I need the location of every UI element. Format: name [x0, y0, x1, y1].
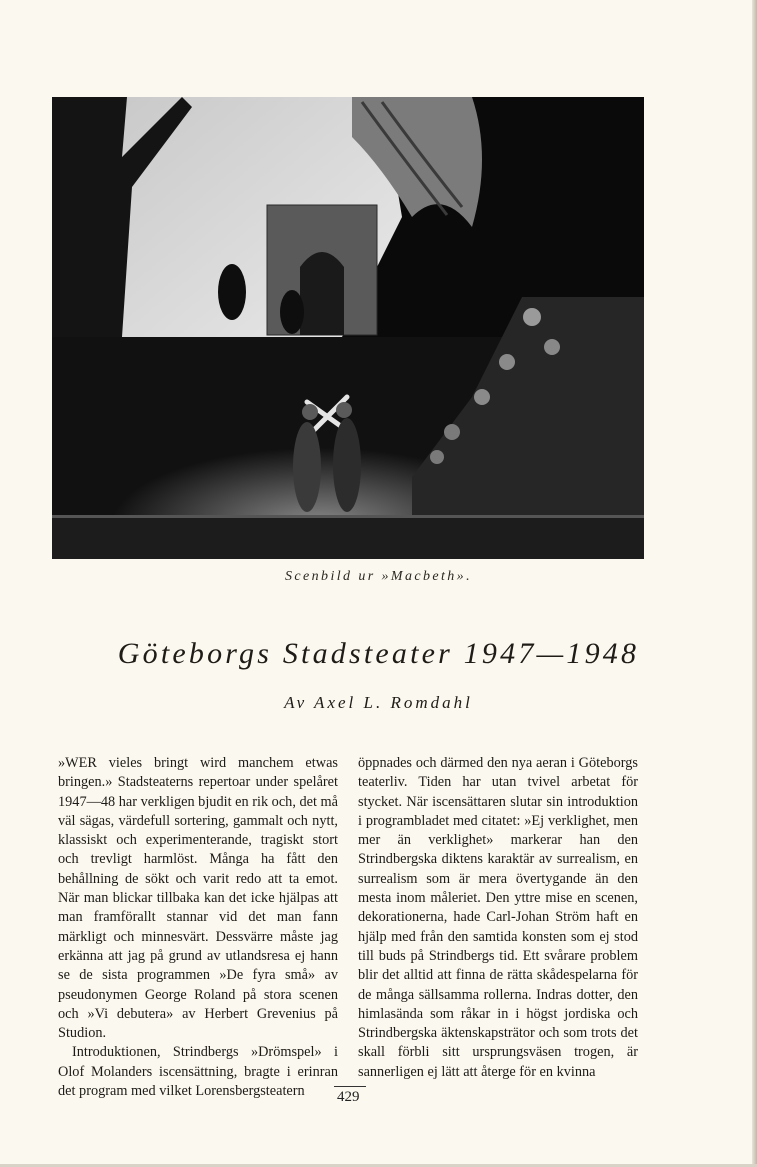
page-number: 429: [337, 1089, 360, 1105]
photo-caption: Scenbild ur »Macbeth».: [285, 569, 472, 584]
paragraph: Introduktionen, Strindbergs »Drömspel» i Olof Molanders iscensättning, bragte i erinran det program med vilket Lorensbergsteatern: [58, 1044, 338, 1100]
paragraph: öppnades och därmed den nya aeran i Göteborgs teaterliv. Tiden har utan tvivel arbetat för stycket. När iscensättaren slutar sin introduktion i programbladet med citatet: »Ej verklighet, men mer än verklighet» markerar han den Strindbergska diktens karaktär av surrealism, en surrealism som är mera övertygande än den mesta inom måleriet. Den yttre mise en scenen, dekorationerna, hade Carl-Johan Ström haft en hjälp med från den samtida konsten som ej stod till buds på Strindbergs tid. Ett svårare problem blir det alltid att finna de rätta skådespelarna för de många sällsamma rollerna. Indras dotter, den himlasända som råkar in i högst jordiska och Strindbergska äktenskapsträtor och som trots det skall förbli sitt ursprungsväsen trogen, är sannerligen ej lätt att återge för en kvinna: [358, 755, 638, 1080]
paragraph: »WER vieles bringt wird manchem etwas bringen.» Stadsteaterns repertoar under spelåret 1947—48 har verkligen bjudit en rik och, det må väl sägas, värdefull sortering, gammalt och nytt, klassiskt och experimenterande, tragiskt stort och trevligt harmlöst. Många ha fått den behållning de sökt och varit redo att ta emot. När man blickar tillbaka kan det icke hjälpas att man framförallt stannar vid det man fann märkligt och minnesvärt. Dessvärre måste jag erkänna att jag på grund av utlandsresa ej hann se de sista programmen »De fyra små» av pseudonymen George Roland på stora scenen och »Vi debutera» av Herbert Grevenius på Studion.: [58, 755, 338, 1042]
stage-photo: [52, 97, 644, 559]
theater-stage-photo-icon: [52, 97, 644, 559]
article-title: Göteborgs Stadsteater 1947—1948: [117, 637, 640, 670]
article-byline: Av Axel L. Romdahl: [284, 693, 473, 712]
text-column-right: [358, 754, 638, 1082]
text-column-left: [58, 754, 338, 1101]
page-number-rule: [334, 1086, 366, 1087]
